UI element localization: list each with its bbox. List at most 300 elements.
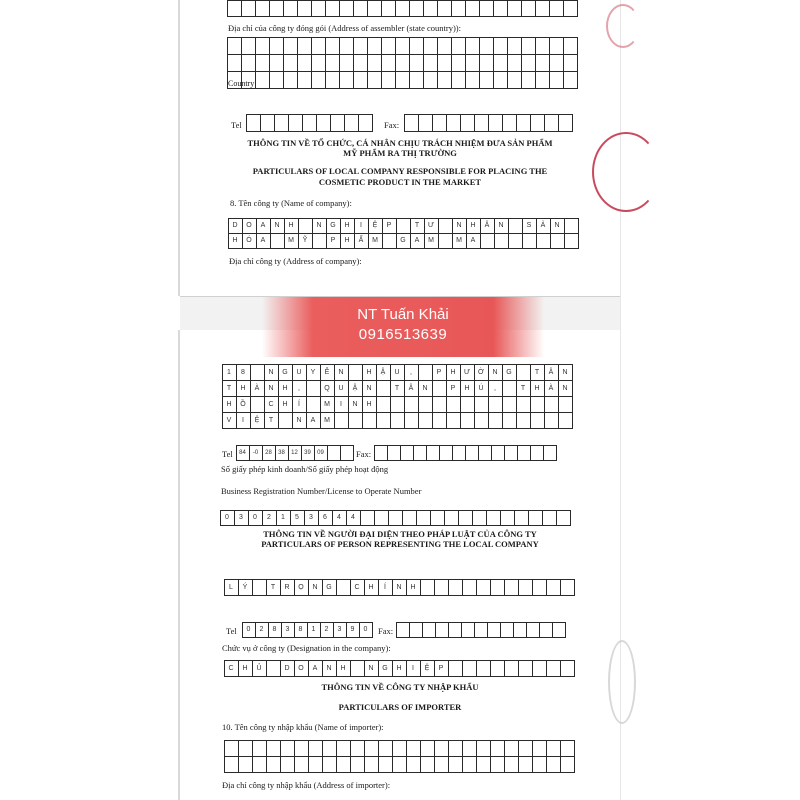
person-fax-cell bbox=[487, 622, 501, 638]
company-address-cell bbox=[516, 364, 531, 381]
designation-grid bbox=[224, 660, 574, 676]
fax-2-cell bbox=[374, 445, 388, 461]
company-name-cell: M bbox=[424, 233, 439, 249]
license-cell bbox=[500, 510, 515, 526]
company-address-cell bbox=[502, 380, 517, 397]
person-name-cell: G bbox=[322, 579, 337, 596]
tel-2-cell: -0 bbox=[249, 445, 263, 461]
importer-name-cell bbox=[378, 740, 393, 757]
assembler-address-cell bbox=[479, 37, 494, 55]
importer-name-cell bbox=[462, 756, 477, 773]
top-partial-cell bbox=[367, 0, 382, 17]
fax-label-2: Fax: bbox=[356, 449, 372, 459]
importer-section-en: PARTICULARS OF IMPORTER bbox=[338, 702, 462, 712]
designation-cell: A bbox=[308, 660, 323, 677]
fax-cell bbox=[432, 114, 447, 132]
red-seal-stamp bbox=[592, 132, 660, 212]
top-partial-cell bbox=[493, 0, 508, 17]
assembler-address-cell bbox=[507, 54, 522, 72]
company-name-cell: H bbox=[228, 233, 243, 249]
company-address-cell: P bbox=[432, 364, 447, 381]
license-cell bbox=[486, 510, 501, 526]
assembler-address-cell bbox=[535, 71, 550, 89]
company-address-cell bbox=[376, 396, 391, 413]
license-label-vi: Số giấy phép kinh doanh/Số giấy phép hoạt động bbox=[221, 464, 389, 474]
company-address-cell: U bbox=[390, 364, 405, 381]
assembler-address-cell bbox=[549, 37, 564, 55]
designation-cell: Ủ bbox=[252, 660, 267, 677]
company-address-cell bbox=[516, 396, 531, 413]
fax-2-cell bbox=[504, 445, 518, 461]
company-name-cell: A bbox=[410, 233, 425, 249]
company-name-cell: Ó bbox=[242, 233, 257, 249]
assembler-address-cell bbox=[255, 71, 270, 89]
fax-cell bbox=[502, 114, 517, 132]
assembler-address-cell bbox=[451, 71, 466, 89]
license-cell: 5 bbox=[290, 510, 305, 526]
fax-cell bbox=[404, 114, 419, 132]
designation-cell: P bbox=[434, 660, 449, 677]
person-tel-cell: 3 bbox=[333, 622, 347, 638]
person-tel-label: Tel bbox=[226, 626, 237, 636]
person-name-cell bbox=[546, 579, 561, 596]
company-address-cell bbox=[530, 396, 545, 413]
company-address-cell: T bbox=[390, 380, 405, 397]
designation-cell: H bbox=[238, 660, 253, 677]
company-address-cell bbox=[250, 396, 265, 413]
company-address-cell: Ệ bbox=[250, 412, 265, 429]
tel-grid-2 bbox=[236, 445, 353, 460]
company-name-cell bbox=[438, 218, 453, 234]
top-partial-cell bbox=[479, 0, 494, 17]
fax-grid bbox=[404, 114, 572, 131]
fax-2-cell bbox=[478, 445, 492, 461]
assembler-address-cell bbox=[297, 54, 312, 72]
person-name-cell: H bbox=[364, 579, 379, 596]
company-address-cell: Ú bbox=[474, 380, 489, 397]
fax-cell bbox=[488, 114, 503, 132]
company-address-cell bbox=[376, 380, 391, 397]
company-address-cell: T bbox=[222, 380, 237, 397]
company-address-cell: T bbox=[516, 380, 531, 397]
company-name-cell: Ả bbox=[536, 218, 551, 234]
company-address-cell: H bbox=[362, 364, 377, 381]
assembler-address-cell bbox=[381, 71, 396, 89]
fax-cell bbox=[530, 114, 545, 132]
company-name-cell: Ệ bbox=[368, 218, 383, 234]
fax-2-cell bbox=[452, 445, 466, 461]
company-address-cell bbox=[418, 396, 433, 413]
assembler-address-cell bbox=[227, 37, 242, 55]
red-seal-stamp-top bbox=[606, 4, 640, 48]
person-name-cell bbox=[252, 579, 267, 596]
importer-name-cell bbox=[476, 756, 491, 773]
importer-name-cell bbox=[518, 756, 533, 773]
assembler-address-cell bbox=[563, 37, 578, 55]
top-partial-cell bbox=[437, 0, 452, 17]
company-name-cell bbox=[550, 233, 565, 249]
license-cell: 2 bbox=[262, 510, 277, 526]
company-address-cell bbox=[250, 364, 265, 381]
company-address-cell: N bbox=[292, 412, 307, 429]
top-partial-cell bbox=[297, 0, 312, 17]
person-fax-cell bbox=[396, 622, 410, 638]
tel-cell bbox=[316, 114, 331, 132]
importer-name-cell bbox=[224, 740, 239, 757]
company-name-cell bbox=[564, 233, 579, 249]
designation-cell bbox=[532, 660, 547, 677]
company-name-cell: P bbox=[326, 233, 341, 249]
importer-name-cell bbox=[364, 740, 379, 757]
importer-name-cell bbox=[378, 756, 393, 773]
company-address-cell bbox=[488, 396, 503, 413]
company-name-label: 8. Tên công ty (Name of company): bbox=[230, 198, 352, 208]
company-address-cell: N bbox=[362, 380, 377, 397]
importer-name-cell bbox=[280, 740, 295, 757]
company-address-cell: N bbox=[558, 380, 573, 397]
company-address-cell: Ư bbox=[460, 364, 475, 381]
company-address-cell: P bbox=[446, 380, 461, 397]
designation-cell: N bbox=[364, 660, 379, 677]
company-address-cell: 8 bbox=[236, 364, 251, 381]
top-partial-cell bbox=[241, 0, 256, 17]
person-name-cell: L bbox=[224, 579, 239, 596]
fax-2-cell bbox=[491, 445, 505, 461]
assembler-address-cell bbox=[353, 54, 368, 72]
company-address-cell: M bbox=[320, 412, 335, 429]
assembler-address-cell bbox=[241, 37, 256, 55]
company-name-cell: Ẩ bbox=[354, 233, 369, 249]
designation-cell: N bbox=[322, 660, 337, 677]
importer-name-cell bbox=[546, 756, 561, 773]
assembler-address-cell bbox=[437, 37, 452, 55]
company-address-cell bbox=[446, 396, 461, 413]
company-address-cell: H bbox=[362, 396, 377, 413]
designation-cell: Ệ bbox=[420, 660, 435, 677]
assembler-address-cell bbox=[283, 37, 298, 55]
page-edge bbox=[178, 0, 180, 296]
form-page-top bbox=[180, 0, 620, 296]
company-address-cell: H bbox=[278, 396, 293, 413]
importer-name-cell bbox=[546, 740, 561, 757]
company-address-cell: G bbox=[502, 364, 517, 381]
top-partial-cell bbox=[227, 0, 242, 17]
license-cell bbox=[514, 510, 529, 526]
top-partial-cell bbox=[255, 0, 270, 17]
assembler-address-cell bbox=[367, 37, 382, 55]
person-name-cell bbox=[532, 579, 547, 596]
person-name-cell: C bbox=[350, 579, 365, 596]
tel-2-cell: 84 bbox=[236, 445, 250, 461]
license-cell bbox=[416, 510, 431, 526]
company-address-cell: Â bbox=[544, 364, 559, 381]
assembler-address-cell bbox=[311, 37, 326, 55]
importer-name-cell bbox=[560, 756, 575, 773]
assembler-address-cell bbox=[451, 54, 466, 72]
tel-2-cell bbox=[327, 445, 341, 461]
assembler-address-cell bbox=[479, 71, 494, 89]
company-address-cell: U bbox=[334, 380, 349, 397]
top-partial-cell bbox=[311, 0, 326, 17]
tel-cell bbox=[302, 114, 317, 132]
fax-2-cell bbox=[517, 445, 531, 461]
company-name-cell: Ư bbox=[424, 218, 439, 234]
importer-name-cell bbox=[406, 740, 421, 757]
company-address-cell: N bbox=[264, 364, 279, 381]
tel-cell bbox=[358, 114, 373, 132]
company-address-cell bbox=[530, 412, 545, 429]
importer-name-cell bbox=[294, 740, 309, 757]
designation-cell bbox=[518, 660, 533, 677]
person-name-cell bbox=[336, 579, 351, 596]
importer-name-cell bbox=[238, 740, 253, 757]
company-address-cell bbox=[390, 396, 405, 413]
assembler-address-cell bbox=[353, 71, 368, 89]
assembler-address-cell bbox=[325, 71, 340, 89]
left-margin bbox=[0, 0, 180, 800]
top-partial-cell bbox=[423, 0, 438, 17]
designation-cell: G bbox=[378, 660, 393, 677]
company-name-cell bbox=[298, 218, 313, 234]
assembler-address-cell bbox=[507, 71, 522, 89]
license-cell: 1 bbox=[276, 510, 291, 526]
company-address-cell: T bbox=[264, 412, 279, 429]
company-address-cell bbox=[390, 412, 405, 429]
company-address-cell: N bbox=[264, 380, 279, 397]
designation-cell bbox=[350, 660, 365, 677]
importer-name-cell bbox=[392, 740, 407, 757]
company-address-cell: À bbox=[544, 380, 559, 397]
person-tel-cell: 2 bbox=[320, 622, 334, 638]
designation-cell bbox=[462, 660, 477, 677]
person-tel-cell: 8 bbox=[268, 622, 282, 638]
company-name-cell: Ỹ bbox=[298, 233, 313, 249]
assembler-address-cell bbox=[479, 54, 494, 72]
company-address-cell: Ờ bbox=[474, 364, 489, 381]
importer-name-cell bbox=[322, 756, 337, 773]
person-fax-cell bbox=[461, 622, 475, 638]
assembler-address-cell bbox=[409, 37, 424, 55]
person-name-cell bbox=[448, 579, 463, 596]
importer-name-cell bbox=[532, 756, 547, 773]
company-address-cell bbox=[306, 396, 321, 413]
importer-name-cell bbox=[238, 756, 253, 773]
person-name-cell bbox=[504, 579, 519, 596]
person-name-cell bbox=[518, 579, 533, 596]
fax-2-cell bbox=[439, 445, 453, 461]
importer-name-cell bbox=[504, 756, 519, 773]
importer-name-cell bbox=[224, 756, 239, 773]
person-fax-grid bbox=[396, 622, 565, 637]
tel-cell bbox=[246, 114, 261, 132]
company-name-cell: M bbox=[284, 233, 299, 249]
tel-label-2: Tel bbox=[222, 449, 233, 459]
importer-name-cell bbox=[448, 740, 463, 757]
company-name-cell: N bbox=[494, 218, 509, 234]
company-address-cell: H bbox=[446, 364, 461, 381]
assembler-address-cell bbox=[339, 54, 354, 72]
person-fax-cell bbox=[539, 622, 553, 638]
fax-cell bbox=[418, 114, 433, 132]
company-address-cell bbox=[474, 412, 489, 429]
top-partial-cell bbox=[339, 0, 354, 17]
fax-cell bbox=[460, 114, 475, 132]
company-name-cell bbox=[270, 233, 285, 249]
company-address-cell: N bbox=[488, 364, 503, 381]
company-address-cell: N bbox=[334, 364, 349, 381]
company-address-cell: H bbox=[222, 396, 237, 413]
company-address-cell: , bbox=[292, 380, 307, 397]
assembler-address-cell bbox=[493, 54, 508, 72]
company-address-cell: , bbox=[404, 364, 419, 381]
company-name-cell: H bbox=[340, 233, 355, 249]
fax-2-cell bbox=[530, 445, 544, 461]
tel-cell bbox=[260, 114, 275, 132]
license-cell bbox=[542, 510, 557, 526]
company-address-cell: T bbox=[530, 364, 545, 381]
license-cell: 0 bbox=[248, 510, 263, 526]
person-name-cell: R bbox=[280, 579, 295, 596]
company-address-cell bbox=[544, 412, 559, 429]
assembler-address-cell bbox=[423, 71, 438, 89]
fax-2-cell bbox=[426, 445, 440, 461]
importer-name-cell bbox=[280, 756, 295, 773]
license-cell bbox=[430, 510, 445, 526]
company-name-cell bbox=[508, 233, 523, 249]
company-address-cell: H bbox=[236, 380, 251, 397]
company-name-cell: H bbox=[466, 218, 481, 234]
license-cell: 4 bbox=[346, 510, 361, 526]
top-partial-cell bbox=[269, 0, 284, 17]
person-name-cell: H bbox=[406, 579, 421, 596]
importer-name-cell bbox=[504, 740, 519, 757]
company-name-cell: T bbox=[410, 218, 425, 234]
company-name-cell: G bbox=[396, 233, 411, 249]
assembler-address-cell bbox=[395, 71, 410, 89]
assembler-address-cell bbox=[521, 54, 536, 72]
company-name-cell bbox=[536, 233, 551, 249]
company-address-cell bbox=[474, 396, 489, 413]
assembler-address-cell bbox=[269, 37, 284, 55]
assembler-address-cell bbox=[465, 54, 480, 72]
person-tel-cell: 8 bbox=[294, 622, 308, 638]
tel-grid bbox=[246, 114, 372, 131]
company-address-cell bbox=[362, 412, 377, 429]
company-address-cell: C bbox=[264, 396, 279, 413]
company-address-cell bbox=[432, 380, 447, 397]
designation-cell: O bbox=[294, 660, 309, 677]
company-address-cell: Ễ bbox=[320, 364, 335, 381]
company-name-cell bbox=[312, 233, 327, 249]
company-address-cell: Ậ bbox=[348, 380, 363, 397]
assembler-address-cell bbox=[493, 71, 508, 89]
person-name-cell: T bbox=[266, 579, 281, 596]
top-partial-cell bbox=[535, 0, 550, 17]
company-name-cell: I bbox=[354, 218, 369, 234]
company-address-cell: V bbox=[222, 412, 237, 429]
company-address-cell: I bbox=[334, 396, 349, 413]
fax-grid-2 bbox=[374, 445, 556, 460]
company-address-cell: A bbox=[306, 412, 321, 429]
importer-name-cell bbox=[322, 740, 337, 757]
company-address-cell bbox=[502, 412, 517, 429]
company-name-cell: M bbox=[368, 233, 383, 249]
top-partial-cell bbox=[451, 0, 466, 17]
importer-name-cell bbox=[476, 740, 491, 757]
importer-name-cell bbox=[434, 740, 449, 757]
top-partial-cell bbox=[549, 0, 564, 17]
person-tel-cell: 0 bbox=[242, 622, 256, 638]
importer-name-cell bbox=[364, 756, 379, 773]
top-partial-cell bbox=[521, 0, 536, 17]
assembler-address-cell bbox=[395, 54, 410, 72]
company-name-cell bbox=[522, 233, 537, 249]
person-name-cell: Í bbox=[378, 579, 393, 596]
company-address-cell bbox=[544, 396, 559, 413]
company-name-cell bbox=[438, 233, 453, 249]
assembler-address-cell bbox=[311, 54, 326, 72]
assembler-address-cell bbox=[409, 54, 424, 72]
person-fax-cell bbox=[526, 622, 540, 638]
assembler-address-cell bbox=[227, 54, 242, 72]
assembler-address-cell bbox=[241, 54, 256, 72]
country-label: Country bbox=[228, 79, 255, 88]
license-cell: 4 bbox=[332, 510, 347, 526]
assembler-address-cell bbox=[311, 71, 326, 89]
company-address-cell bbox=[418, 364, 433, 381]
designation-label: Chức vụ ở công ty (Designation in the company): bbox=[222, 643, 391, 653]
assembler-address-cell bbox=[493, 37, 508, 55]
license-cell bbox=[402, 510, 417, 526]
company-address-cell bbox=[348, 364, 363, 381]
company-name-cell: A bbox=[256, 233, 271, 249]
company-address-cell bbox=[516, 412, 531, 429]
top-partial-cell bbox=[353, 0, 368, 17]
importer-name-cell bbox=[448, 756, 463, 773]
rep-section-en: PARTICULARS OF PERSON REPRESENTING THE LOCAL COMPANY bbox=[261, 539, 539, 549]
assembler-address-grid bbox=[227, 37, 577, 88]
assembler-address-cell bbox=[381, 37, 396, 55]
assembler-address-cell bbox=[297, 71, 312, 89]
company-name-cell: M bbox=[452, 233, 467, 249]
person-name-cell: N bbox=[308, 579, 323, 596]
company-address-cell bbox=[404, 396, 419, 413]
top-partial-cell bbox=[325, 0, 340, 17]
assembler-address-cell bbox=[549, 71, 564, 89]
top-partial-cell bbox=[409, 0, 424, 17]
company-name-grid bbox=[228, 218, 578, 248]
assembler-address-cell bbox=[367, 54, 382, 72]
license-cell bbox=[556, 510, 571, 526]
person-name-cell: Ọ bbox=[294, 579, 309, 596]
importer-name-label: 10. Tên công ty nhập khẩu (Name of importer): bbox=[222, 722, 384, 732]
importer-name-cell bbox=[336, 740, 351, 757]
designation-cell: D bbox=[280, 660, 295, 677]
company-name-cell: N bbox=[270, 218, 285, 234]
person-name-cell bbox=[462, 579, 477, 596]
section-title-en: PARTICULARS OF LOCAL COMPANY RESPONSIBLE FOR PLACING THE bbox=[252, 166, 548, 176]
watermark-banner bbox=[262, 297, 544, 357]
tel-label: Tel bbox=[231, 120, 242, 130]
importer-section-vi: THÔNG TIN VỀ CÔNG TY NHẬP KHẨU bbox=[321, 682, 479, 692]
top-partial-cell bbox=[381, 0, 396, 17]
assembler-address-cell bbox=[297, 37, 312, 55]
person-fax-cell bbox=[474, 622, 488, 638]
fax-2-cell bbox=[400, 445, 414, 461]
importer-name-cell bbox=[266, 740, 281, 757]
fax-cell bbox=[558, 114, 573, 132]
license-cell bbox=[360, 510, 375, 526]
